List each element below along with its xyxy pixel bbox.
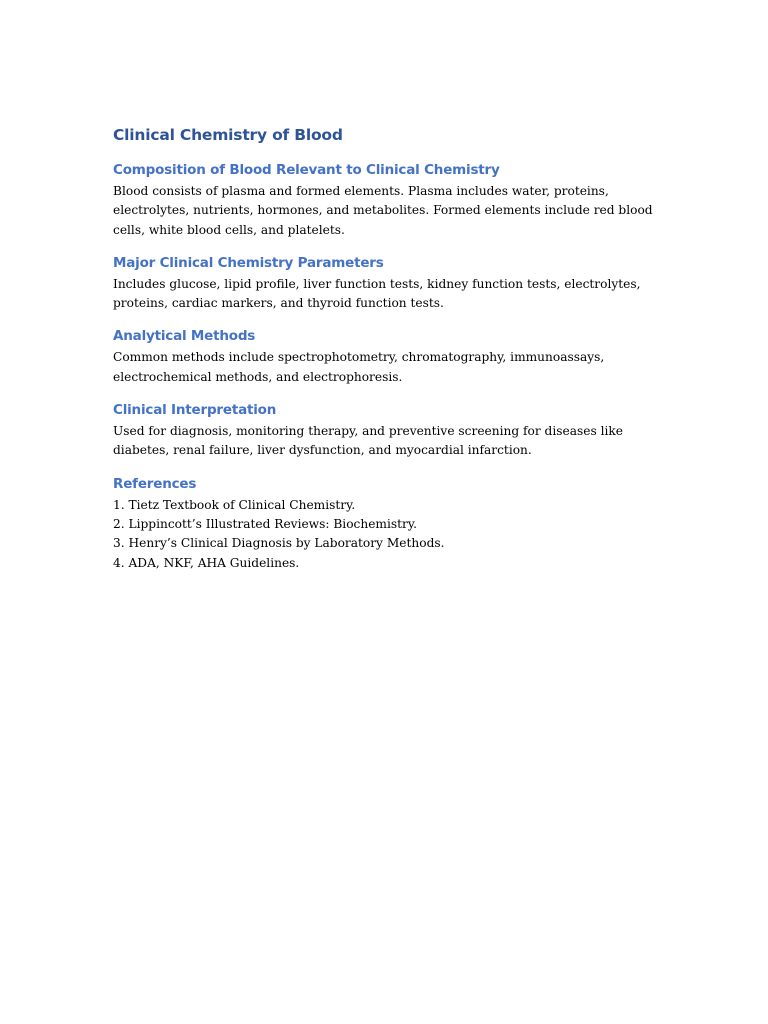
section-heading-references: References (113, 475, 197, 492)
section-body-composition: Blood consists of plasma and formed elements. Plasma includes water, proteins, electrolytes, nutrients, hormones, and metabolites. Formed elements include red blood cells, white blood cells, and platelets. (113, 184, 653, 237)
references-list (113, 496, 673, 573)
section-heading-composition: Composition of Blood Relevant to Clinical Chemistry (113, 162, 500, 178)
reference-item: 3. Henry’s Clinical Diagnosis by Laboratory Methods. (113, 536, 445, 551)
document-page (113, 124, 673, 573)
document-title: Clinical Chemistry of Blood (113, 126, 343, 144)
section-body-parameters: Includes glucose, lipid profile, liver function tests, kidney function tests, electrolytes, proteins, cardiac markers, and thyroid function tests. (113, 276, 641, 311)
reference-item: 1. Tietz Textbook of Clinical Chemistry. (113, 497, 356, 512)
reference-item: 4. ADA, NKF, AHA Guidelines. (113, 555, 300, 570)
section-body-methods: Common methods include spectrophotometry, chromatography, immunoassays, electrochemical methods, and electrophoresis. (113, 350, 605, 384)
section-body-interpretation: Used for diagnosis, monitoring therapy, and preventive screening for diseases like diabetes, renal failure, liver dysfunction, and myocardial infarction. (113, 424, 623, 458)
section-heading-interpretation: Clinical Interpretation (113, 402, 277, 419)
section-heading-methods: Analytical Methods (113, 328, 256, 345)
reference-item: 2. Lippincott’s Illustrated Reviews: Biochemistry. (113, 516, 417, 531)
section-heading-parameters: Major Clinical Chemistry Parameters (113, 254, 384, 271)
